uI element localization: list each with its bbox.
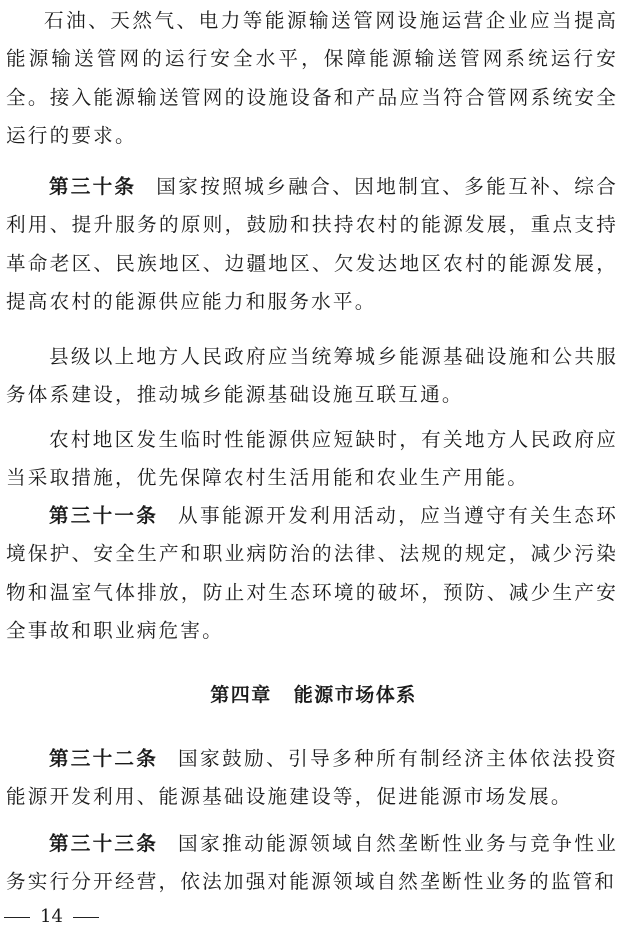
article-paragraph <box>6 168 618 322</box>
article-label: 第三十二条 <box>49 747 159 770</box>
chapter-heading <box>0 680 627 707</box>
article-paragraph <box>6 497 618 651</box>
paragraph-text: 从事能源开发利用活动，应当遵守有关生态环境保护、安全生产和职业病防治的法律、法规的规定，减少污染物和温室气体排放，防止对生态环境的破坏，预防、减少生产安全事故和职业病危害。 <box>6 504 619 643</box>
paragraph-text: 国家推动能源领域自然垄断性业务与竞争性业务实行分开经营，依法加强对能源领域自然垄断性业务的监管和 <box>6 832 619 894</box>
paragraph <box>6 421 618 498</box>
paragraph <box>6 2 618 156</box>
chapter-number: 第四章 <box>210 684 272 706</box>
paragraph-text: 国家按照城乡融合、因地制宜、多能互补、综合利用、提升服务的原则，鼓励和扶持农村的能源发展，重点支持革命老区、民族地区、边疆地区、欠发达地区农村的能源发展，提高农村的能源供应能力和服务水平。 <box>6 175 618 314</box>
page-number: 14 <box>40 906 63 927</box>
paragraph-text: 农村地区发生临时性能源供应短缺时，有关地方人民政府应当采取措施，优先保障农村生活用能和农业生产用能。 <box>6 428 618 490</box>
paragraph-text: 石油、天然气、电力等能源输送管网设施运营企业应当提高能源输送管网的运行安全水平，保障能源输送管网系统运行安全。接入能源输送管网的设施设备和产品应当符合管网系统安全运行的要求。 <box>6 9 618 148</box>
paragraph-text: 县级以上地方人民政府应当统筹城乡能源基础设施和公共服务体系建设，推动城乡能源基础设施互联互通。 <box>6 345 618 407</box>
footer-dash-right <box>73 917 99 918</box>
chapter-title: 能源市场体系 <box>293 684 417 706</box>
page-footer <box>4 904 99 930</box>
article-label: 第三十条 <box>49 175 137 198</box>
paragraph-text: 国家鼓励、引导多种所有制经济主体依法投资能源开发利用、能源基础设施建设等，促进能源市场发展。 <box>6 747 619 809</box>
article-paragraph <box>6 825 618 902</box>
paragraph <box>6 338 618 415</box>
article-label: 第三十三条 <box>49 832 159 855</box>
article-label: 第三十一条 <box>49 504 159 527</box>
footer-dash-left <box>4 917 30 918</box>
article-paragraph <box>6 740 618 817</box>
